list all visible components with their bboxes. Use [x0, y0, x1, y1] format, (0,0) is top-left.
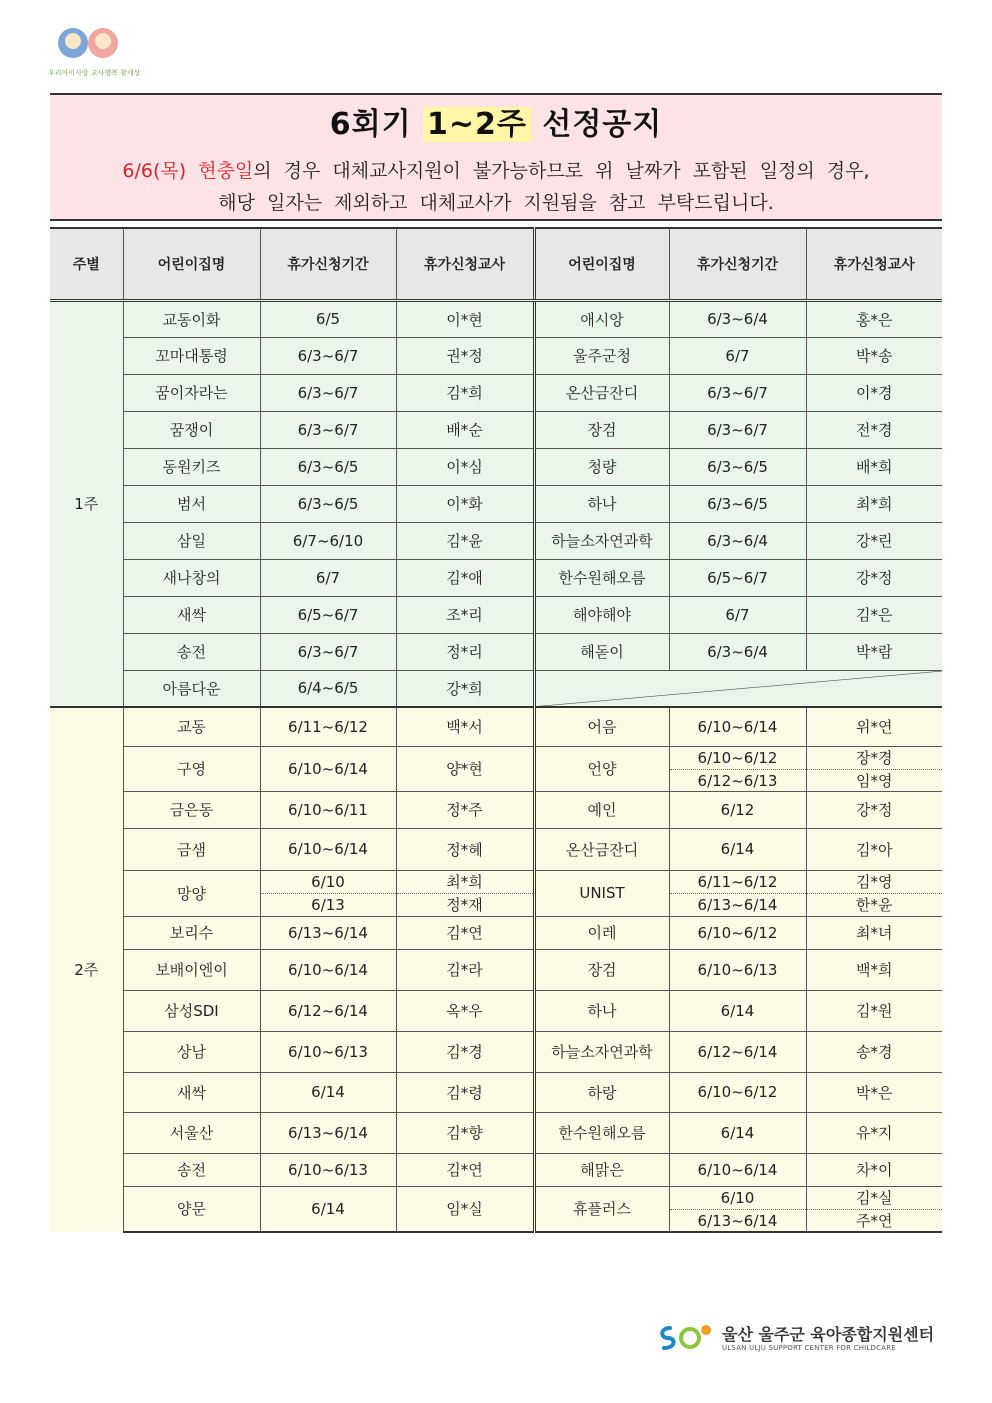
leave-period: 6/3~6/7 — [260, 337, 396, 374]
teacher-name: 옥*우 — [396, 990, 534, 1031]
leave-period: 6/5~6/7 — [669, 559, 806, 596]
table-row — [50, 300, 942, 337]
teacher-name: 강*정 — [806, 791, 942, 828]
leave-period: 6/3~6/5 — [669, 448, 806, 485]
table-row — [50, 1153, 942, 1186]
center-name: 보리수 — [123, 916, 260, 949]
teacher-name: 백*희 — [806, 949, 942, 990]
center-name: 이레 — [534, 916, 669, 949]
leave-period: 6/10~6/13 — [260, 1153, 396, 1186]
leave-period: 6/3~6/5 — [260, 448, 396, 485]
table-row — [50, 1072, 942, 1112]
leave-period: 6/11~6/12 — [260, 707, 396, 746]
table-row — [50, 337, 942, 374]
center-name: 울주군청 — [534, 337, 669, 374]
center-name: 하나 — [534, 990, 669, 1031]
table-row — [50, 374, 942, 411]
leave-period: 6/14 — [260, 1186, 396, 1232]
leave-period: 6/10~6/14 — [260, 746, 396, 791]
top-logo — [48, 28, 141, 84]
center-logo — [656, 1320, 946, 1360]
teacher-name: 김*경 — [396, 1031, 534, 1072]
teacher-name: 김*은 — [806, 596, 942, 633]
leave-period: 6/3~6/7 — [260, 374, 396, 411]
leave-period: 6/14 — [669, 1112, 806, 1153]
table-row — [50, 791, 942, 828]
center-name: 새싹 — [123, 596, 260, 633]
center-name: 삼성SDI — [123, 990, 260, 1031]
teacher-name: 이*심 — [396, 448, 534, 485]
leave-period: 6/10~6/14 — [260, 949, 396, 990]
center-name-en: ULSAN ULJU SUPPORT CENTER FOR CHILDCARE — [722, 1344, 896, 1352]
table-row — [50, 596, 942, 633]
leave-period: 6/10~6/14 — [669, 707, 806, 746]
teacher-name: 정*혜 — [396, 828, 534, 870]
teacher-name: 김*향 — [396, 1112, 534, 1153]
center-name: UNIST — [534, 870, 669, 916]
header-period-2: 휴가신청기간 — [669, 228, 806, 300]
header-teacher: 휴가신청교사 — [396, 228, 534, 300]
table-row — [50, 707, 942, 746]
teacher-name: 권*정 — [396, 337, 534, 374]
empty-diagonal-cell — [534, 670, 942, 707]
table-row — [50, 633, 942, 670]
teacher-name: 위*연 — [806, 707, 942, 746]
parent-figure-icon — [58, 28, 88, 58]
leave-period: 6/10~6/11 — [260, 791, 396, 828]
center-name: 청량 — [534, 448, 669, 485]
teacher-name: 김*애 — [396, 559, 534, 596]
center-name: 금은동 — [123, 791, 260, 828]
leave-period: 6/7 — [260, 559, 396, 596]
leave-period: 6/7 — [669, 337, 806, 374]
leave-period-split: 6/10~6/12 6/12~6/13 — [669, 746, 806, 791]
leave-period: 6/3~6/7 — [260, 633, 396, 670]
center-name: 꿈쟁이 — [123, 411, 260, 448]
leave-period: 6/14 — [260, 1072, 396, 1112]
center-name-ko: 울산 울주군 육아종합지원센터 — [722, 1325, 935, 1344]
center-name: 온산금잔디 — [534, 374, 669, 411]
teacher-name: 김*원 — [806, 990, 942, 1031]
leave-period: 6/13~6/14 — [260, 916, 396, 949]
center-name: 새싹 — [123, 1072, 260, 1112]
center-name: 꿈이자라는 — [123, 374, 260, 411]
table-row — [50, 916, 942, 949]
center-name: 하늘소자연과학 — [534, 522, 669, 559]
teacher-name: 최*녀 — [806, 916, 942, 949]
center-name: 양문 — [123, 1186, 260, 1232]
leave-period: 6/10~6/13 — [669, 949, 806, 990]
notice-line-2: 해당 일자는 제외하고 대체교사가 지원됨을 참고 부탁드립니다. — [218, 192, 774, 214]
leave-period: 6/14 — [669, 990, 806, 1031]
notice-line-1: 6/6(목) 현충일의 경우 대체교사지원이 불가능하므로 위 날짜가 포함된 일정의 경우, — [122, 160, 870, 182]
leave-period: 6/7 — [669, 596, 806, 633]
leave-period: 6/3~6/7 — [260, 411, 396, 448]
center-name: 하늘소자연과학 — [534, 1031, 669, 1072]
logo-tagline: 우리아이사랑 교사행복 참세상 — [48, 69, 141, 77]
center-name: 상남 — [123, 1031, 260, 1072]
teacher-name: 박*송 — [806, 337, 942, 374]
center-name: 금샘 — [123, 828, 260, 870]
teacher-name-split: 김*영 한*윤 — [806, 870, 942, 916]
child-figure-icon — [88, 28, 118, 58]
table-row — [50, 411, 942, 448]
center-name: 하나 — [534, 485, 669, 522]
teacher-name: 유*지 — [806, 1112, 942, 1153]
center-name: 삼일 — [123, 522, 260, 559]
center-name: 휴플러스 — [534, 1186, 669, 1232]
center-name: 보배이엔이 — [123, 949, 260, 990]
leave-period: 6/10~6/14 — [260, 828, 396, 870]
center-name: 한수원해오름 — [534, 559, 669, 596]
leave-period: 6/3~6/4 — [669, 300, 806, 337]
teacher-name: 정*주 — [396, 791, 534, 828]
week1-group — [50, 300, 942, 707]
teacher-name: 전*경 — [806, 411, 942, 448]
table-row — [50, 746, 942, 791]
teacher-name: 이*화 — [396, 485, 534, 522]
leave-period: 6/5~6/7 — [260, 596, 396, 633]
table-row — [50, 485, 942, 522]
center-name: 아름다운 — [123, 670, 260, 707]
table-row — [50, 990, 942, 1031]
teacher-name: 강*린 — [806, 522, 942, 559]
center-name: 송전 — [123, 633, 260, 670]
leave-period: 6/12~6/14 — [260, 990, 396, 1031]
header-teacher-2: 휴가신청교사 — [806, 228, 942, 300]
week2-group — [50, 707, 942, 1232]
table-row — [50, 522, 942, 559]
leave-period: 6/10~6/13 — [260, 1031, 396, 1072]
header-week: 주별 — [50, 228, 123, 300]
table-row — [50, 1031, 942, 1072]
center-name: 애시앙 — [534, 300, 669, 337]
table-header — [50, 228, 942, 300]
center-name: 온산금잔디 — [534, 828, 669, 870]
leave-period: 6/3~6/5 — [260, 485, 396, 522]
teacher-name-split: 최*희 정*재 — [396, 870, 534, 916]
leave-period: 6/3~6/5 — [669, 485, 806, 522]
leave-period: 6/7~6/10 — [260, 522, 396, 559]
leave-period: 6/3~6/4 — [669, 633, 806, 670]
teacher-name: 김*아 — [806, 828, 942, 870]
leave-period-split: 6/10 6/13~6/14 — [669, 1186, 806, 1232]
center-name: 언양 — [534, 746, 669, 791]
center-name: 하랑 — [534, 1072, 669, 1112]
center-name: 꼬마대통령 — [123, 337, 260, 374]
table-row — [50, 828, 942, 870]
teacher-name: 김*윤 — [396, 522, 534, 559]
center-name: 망양 — [123, 870, 260, 916]
teacher-name: 임*실 — [396, 1186, 534, 1232]
teacher-name: 이*현 — [396, 300, 534, 337]
teacher-name-split: 김*실 주*연 — [806, 1186, 942, 1232]
teacher-name: 김*희 — [396, 374, 534, 411]
leave-period: 6/3~6/7 — [669, 411, 806, 448]
center-name: 어음 — [534, 707, 669, 746]
teacher-name: 양*현 — [396, 746, 534, 791]
teacher-name: 정*리 — [396, 633, 534, 670]
leave-period: 6/10~6/12 — [669, 1072, 806, 1112]
selection-table — [50, 227, 942, 1233]
title-highlight: 1~2주 — [423, 107, 531, 142]
center-name: 구영 — [123, 746, 260, 791]
notice-title: 6회기 1~2주 선정공지 — [329, 107, 663, 142]
center-name: 범서 — [123, 485, 260, 522]
header-period: 휴가신청기간 — [260, 228, 396, 300]
center-name: 장검 — [534, 411, 669, 448]
teacher-name: 김*령 — [396, 1072, 534, 1112]
teacher-name: 박*람 — [806, 633, 942, 670]
leave-period: 6/3~6/7 — [669, 374, 806, 411]
leave-period: 6/14 — [669, 828, 806, 870]
teacher-name-split: 장*경 임*영 — [806, 746, 942, 791]
teacher-name: 강*희 — [396, 670, 534, 707]
teacher-name: 김*연 — [396, 1153, 534, 1186]
center-name: 한수원해오름 — [534, 1112, 669, 1153]
teacher-name: 박*은 — [806, 1072, 942, 1112]
center-name: 동원키즈 — [123, 448, 260, 485]
holiday-highlight: 6/6(목) 현충일 — [122, 160, 254, 182]
leave-period-split: 6/10 6/13 — [260, 870, 396, 916]
notice-box — [50, 93, 942, 221]
teacher-name: 김*연 — [396, 916, 534, 949]
table-row — [50, 870, 942, 916]
table-row — [50, 448, 942, 485]
week2-label: 2주 — [50, 707, 123, 1232]
week1-label: 1주 — [50, 300, 123, 707]
leave-period: 6/13~6/14 — [260, 1112, 396, 1153]
teacher-name: 조*리 — [396, 596, 534, 633]
leave-period-split: 6/11~6/12 6/13~6/14 — [669, 870, 806, 916]
teacher-name: 배*순 — [396, 411, 534, 448]
teacher-name: 최*희 — [806, 485, 942, 522]
teacher-name: 김*라 — [396, 949, 534, 990]
teacher-name: 이*경 — [806, 374, 942, 411]
center-logo-icon — [656, 1322, 714, 1354]
center-name: 해돋이 — [534, 633, 669, 670]
header-center-2: 어린이집명 — [534, 228, 669, 300]
leave-period: 6/5 — [260, 300, 396, 337]
teacher-name: 차*이 — [806, 1153, 942, 1186]
teacher-name: 홍*은 — [806, 300, 942, 337]
table-row — [50, 1186, 942, 1232]
leave-period: 6/4~6/5 — [260, 670, 396, 707]
center-name: 장검 — [534, 949, 669, 990]
leave-period: 6/10~6/14 — [669, 1153, 806, 1186]
teacher-name: 강*정 — [806, 559, 942, 596]
table-row — [50, 670, 942, 707]
table-row — [50, 559, 942, 596]
center-name: 교동이화 — [123, 300, 260, 337]
center-name: 예인 — [534, 791, 669, 828]
center-name: 해야해야 — [534, 596, 669, 633]
table-row — [50, 1112, 942, 1153]
center-name: 새나창의 — [123, 559, 260, 596]
table-row — [50, 949, 942, 990]
leave-period: 6/12~6/14 — [669, 1031, 806, 1072]
teacher-name: 백*서 — [396, 707, 534, 746]
teacher-name: 배*희 — [806, 448, 942, 485]
leave-period: 6/3~6/4 — [669, 522, 806, 559]
center-name: 교동 — [123, 707, 260, 746]
center-name: 서울산 — [123, 1112, 260, 1153]
teacher-name: 송*경 — [806, 1031, 942, 1072]
leave-period: 6/10~6/12 — [669, 916, 806, 949]
center-name: 해맑은 — [534, 1153, 669, 1186]
leave-period: 6/12 — [669, 791, 806, 828]
center-name: 송전 — [123, 1153, 260, 1186]
header-center: 어린이집명 — [123, 228, 260, 300]
